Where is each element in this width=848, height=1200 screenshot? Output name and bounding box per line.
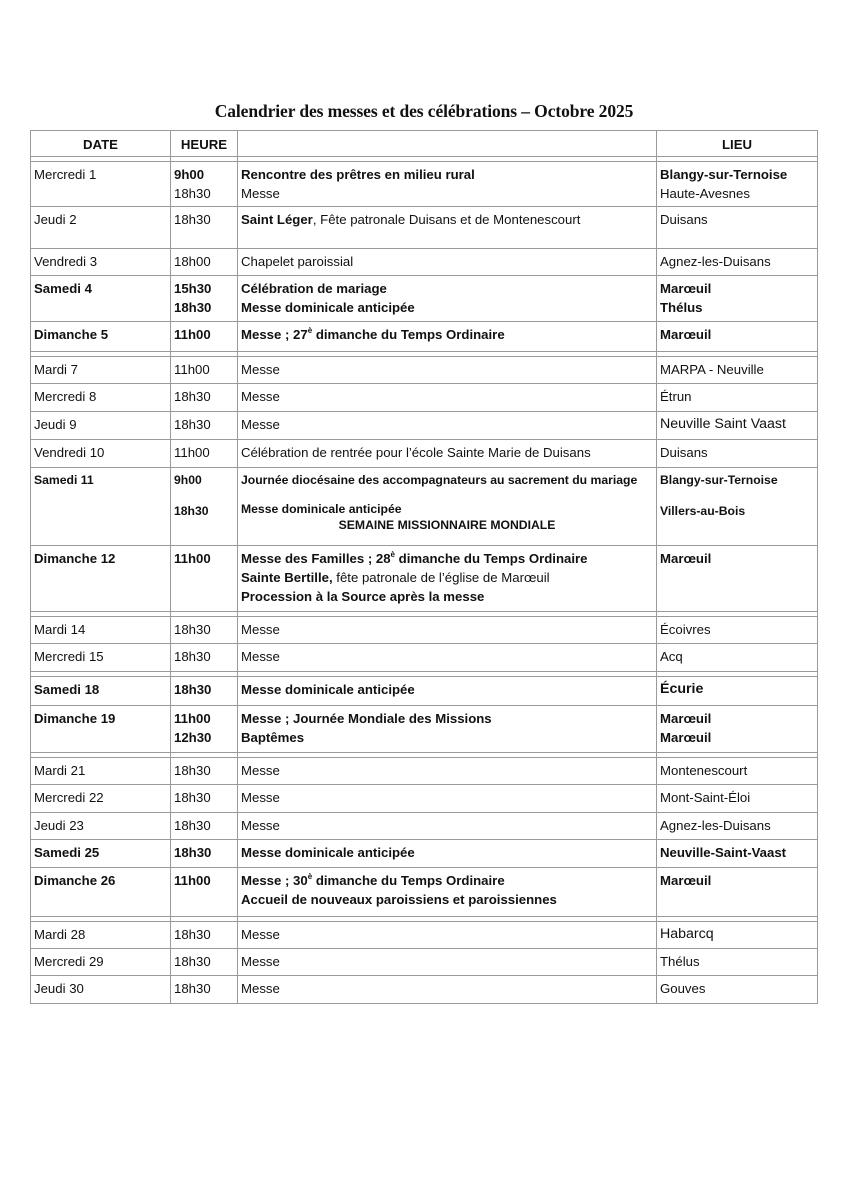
heure-cell: 11h00 [171,440,238,468]
lieu-cell [657,706,818,753]
description-cell [238,546,657,612]
table-row [31,249,818,276]
description-cell: Messe [238,813,657,840]
table-row [31,546,818,612]
description-text: dimanche du Temps Ordinaire [395,551,588,566]
description-cell [238,706,657,753]
description-line: Messe ; Journée Mondiale des Missions [241,711,492,726]
table-row [31,813,818,840]
date-cell: Mercredi 15 [31,644,171,672]
lieu-cell: Écurie [657,677,818,706]
table-row [31,162,818,207]
date-cell: Mardi 14 [31,617,171,644]
description-line: Célébration de mariage [241,281,387,296]
heure-cell: 11h00 [171,322,238,352]
date-cell: Mardi 21 [31,758,171,785]
table-row [31,976,818,1004]
lieu-cell [657,162,818,207]
date-cell: Samedi 4 [31,276,171,322]
lieu-cell: Marœuil [657,322,818,352]
description-text: fête patronale de l’église de Marœuil [332,570,550,585]
table-header-row [31,131,818,157]
table-row [31,617,818,644]
description-line [241,568,653,587]
description-cell [238,276,657,322]
lieu-cell [657,276,818,322]
table-row [31,440,818,468]
heure-cell: 18h30 [171,617,238,644]
heure-cell: 18h30 [171,840,238,868]
description-bold: Sainte Bertille, [241,570,333,585]
description-line: Journée diocésaine des accompagnateurs au sacrement du mariage [241,473,638,487]
lieu-value: Marœuil [660,281,712,296]
lieu-cell: Écoivres [657,617,818,644]
table-row [31,949,818,976]
table-row [31,357,818,384]
ordinal-superscript: è [307,872,313,881]
description-line: Rencontre des prêtres en milieu rural [241,167,475,182]
date-cell: Vendredi 3 [31,249,171,276]
lieu-cell: Gouves [657,976,818,1004]
description-cell: Messe [238,412,657,440]
heure-cell: 18h00 [171,249,238,276]
description-cell [238,868,657,917]
heure-value: 9h00 [174,473,202,487]
heure-cell: 11h00 [171,868,238,917]
heure-value: 11h00 [174,711,211,726]
table-row [31,384,818,412]
description-line: Baptêmes [241,730,305,745]
date-cell: Mardi 7 [31,357,171,384]
date-cell: Dimanche 19 [31,706,171,753]
table-row [31,468,818,546]
description-cell: Messe dominicale anticipée [238,677,657,706]
description-cell: Célébration de rentrée pour l’école Sainte Marie de Duisans [238,440,657,468]
header-heure: HEURE [171,131,238,157]
lieu-cell: Étrun [657,384,818,412]
lieu-value: Thélus [660,300,703,315]
lieu-cell: MARPA - Neuville [657,357,818,384]
lieu-cell: Marœuil [657,546,818,612]
heure-cell: 18h30 [171,644,238,672]
heure-cell [171,706,238,753]
heure-value: 9h00 [174,167,205,182]
lieu-value: Marœuil [660,730,712,745]
header-description [238,131,657,157]
date-cell: Jeudi 30 [31,976,171,1004]
description-cell: Chapelet paroissial [238,249,657,276]
table-row [31,922,818,949]
heure-cell: 11h00 [171,357,238,384]
lieu-cell: Neuville-Saint-Vaast [657,840,818,868]
header-date: DATE [31,131,171,157]
date-cell: Jeudi 23 [31,813,171,840]
heure-value: 18h30 [174,504,209,518]
table-row [31,868,818,917]
description-cell [238,468,657,546]
ordinal-superscript: è [307,326,313,335]
heure-cell: 18h30 [171,384,238,412]
week-note: SEMAINE MISSIONNAIRE MONDIALE [338,518,556,532]
lieu-value: Haute-Avesnes [660,186,750,201]
ordinal-superscript: è [390,550,395,559]
date-cell: Samedi 11 [31,468,171,546]
header-lieu: LIEU [657,131,818,157]
description-line: Messe dominicale anticipée [241,300,415,315]
date-cell: Mercredi 22 [31,785,171,813]
description-cell: Messe [238,617,657,644]
lieu-cell: Duisans [657,207,818,249]
date-cell: Samedi 18 [31,677,171,706]
lieu-cell: Agnez-les-Duisans [657,249,818,276]
date-cell: Mardi 28 [31,922,171,949]
description-cell: Messe [238,384,657,412]
description-cell: Messe [238,785,657,813]
heure-cell: 18h30 [171,758,238,785]
description-text: Messe ; 27 [241,327,308,342]
description-line: Messe [241,186,280,201]
heure-cell: 18h30 [171,677,238,706]
lieu-cell: Acq [657,644,818,672]
date-cell: Jeudi 9 [31,412,171,440]
heure-value: 18h30 [174,186,211,201]
description-text: dimanche du Temps Ordinaire [312,873,505,888]
date-cell: Dimanche 26 [31,868,171,917]
table-row [31,322,818,352]
description-text: , Fête patronale Duisans et de Montenescourt [312,212,581,227]
lieu-value: Blangy-sur-Ternoise [660,473,778,487]
date-cell: Samedi 25 [31,840,171,868]
lieu-value: Blangy-sur-Ternoise [660,167,788,182]
description-cell: Messe [238,949,657,976]
table-row [31,785,818,813]
description-line [241,549,653,568]
lieu-cell: Habarcq [657,922,818,949]
lieu-cell: Neuville Saint Vaast [657,412,818,440]
description-cell [238,162,657,207]
table-row [31,706,818,753]
lieu-cell: Agnez-les-Duisans [657,813,818,840]
date-cell: Mercredi 8 [31,384,171,412]
description-cell [238,322,657,352]
heure-cell [171,276,238,322]
description-text: Messe des Familles ; 28 [241,551,391,566]
heure-cell: 18h30 [171,976,238,1004]
lieu-cell [657,468,818,546]
description-cell: Messe [238,758,657,785]
lieu-cell: Mont-Saint-Éloi [657,785,818,813]
lieu-cell: Duisans [657,440,818,468]
heure-cell: 11h00 [171,546,238,612]
heure-value: 15h30 [174,281,212,296]
heure-cell: 18h30 [171,785,238,813]
lieu-cell: Thélus [657,949,818,976]
lieu-cell: Montenescourt [657,758,818,785]
lieu-value: Villers-au-Bois [660,504,746,518]
lieu-cell: Marœuil [657,868,818,917]
heure-cell: 18h30 [171,922,238,949]
heure-value: 12h30 [174,730,212,745]
description-line: Accueil de nouveaux paroissiens et paroissiennes [241,892,557,907]
heure-cell: 18h30 [171,949,238,976]
date-cell: Vendredi 10 [31,440,171,468]
date-cell: Dimanche 5 [31,322,171,352]
date-cell: Dimanche 12 [31,546,171,612]
date-cell: Mercredi 1 [31,162,171,207]
date-cell: Jeudi 2 [31,207,171,249]
heure-value: 18h30 [174,300,212,315]
description-line: Messe dominicale anticipée [241,502,402,516]
description-line: Procession à la Source après la messe [241,589,485,604]
lieu-value: Marœuil [660,711,712,726]
table-row [31,758,818,785]
description-cell: Messe dominicale anticipée [238,840,657,868]
table-row [31,677,818,706]
heure-cell: 18h30 [171,813,238,840]
description-bold: Saint Léger [241,212,313,227]
description-text: Messe ; 30 [241,873,308,888]
description-cell: Messe [238,357,657,384]
description-cell [238,207,657,249]
heure-cell [171,468,238,546]
table-row [31,412,818,440]
table-row [31,276,818,322]
heure-cell: 18h30 [171,207,238,249]
heure-cell [171,162,238,207]
description-line [241,871,653,890]
date-cell: Mercredi 29 [31,949,171,976]
description-cell: Messe [238,976,657,1004]
table-row [31,207,818,249]
table-row [31,644,818,672]
description-cell: Messe [238,922,657,949]
description-text: dimanche du Temps Ordinaire [312,327,505,342]
heure-cell: 18h30 [171,412,238,440]
description-cell: Messe [238,644,657,672]
table-row [31,840,818,868]
calendar-table [30,130,818,1004]
page-title: Calendrier des messes et des célébrations – Octobre 2025 [214,101,634,121]
